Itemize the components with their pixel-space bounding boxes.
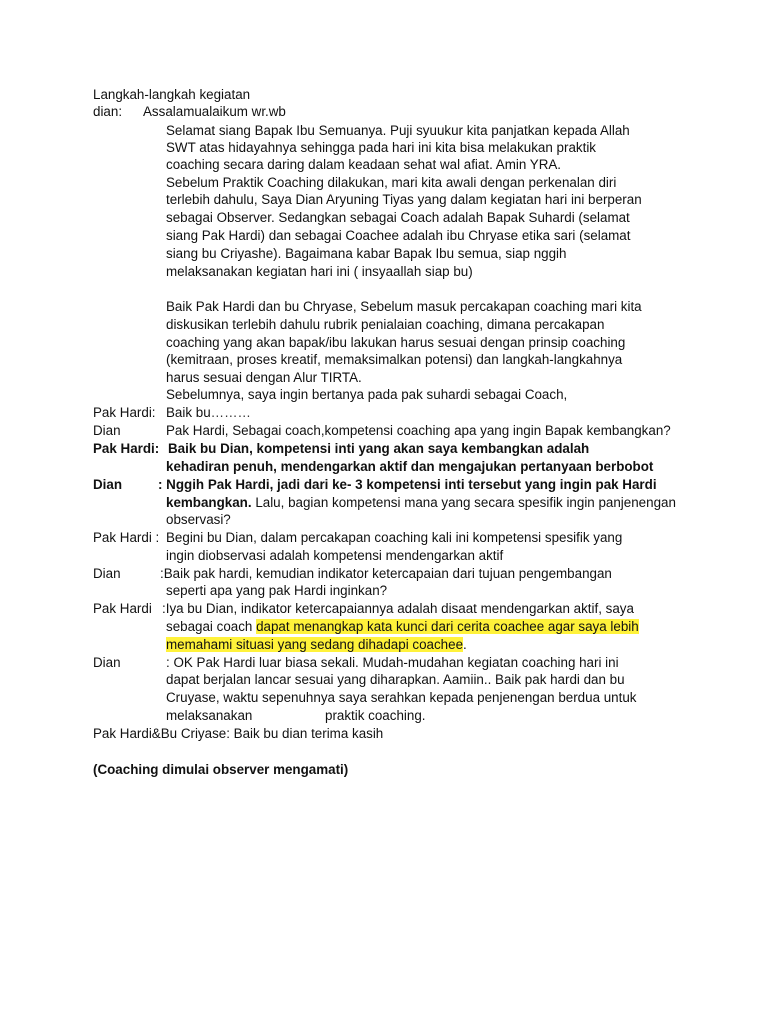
dialogue-question: :Baik pak hardi, kemudian indikator ketercapaian dari tujuan pengembangan: [160, 566, 612, 581]
para2-line: (kemitraan, proses kreatif, memaksimalkan potensi) dan langkah-langkahnya: [166, 352, 623, 367]
para1-line: Selamat siang Bapak Ibu Semuanya. Puji syuukur kita panjatkan kepada Allah: [166, 123, 630, 138]
para1-line: siang bu Criyashe). Bagaimana kabar Bapak Ibu semua, siap nggih: [166, 246, 567, 261]
dialogue-question: Pak Hardi, Sebagai coach,kompetensi coaching apa yang ingin Bapak kembangkan?: [166, 423, 671, 438]
highlighted-text: dapat menangkap kata kunci dari cerita coachee agar saya lebih: [256, 619, 639, 634]
speaker-dian: Dian: [93, 655, 121, 670]
highlighted-text: memahami situasi yang sedang dihadapi coachee: [166, 637, 464, 652]
dialogue-reply: [166, 404, 251, 421]
dialogue-answer: [166, 618, 639, 635]
dialogue-closing: : OK Pak Hardi luar biasa sekali. Mudah-mudahan kegiatan coaching hari ini: [166, 655, 619, 670]
dialogue-closing: Cruyase, waktu sepenuhnya saya serahkan kepada penjenengan berdua untuk: [166, 690, 637, 705]
dialogue-answer: Begini bu Dian, dalam percakapan coaching kali ini kompetensi spesifik yang: [166, 530, 623, 545]
dialogue-closing: praktik coaching.: [325, 708, 426, 723]
speaker-pak-hardi: Pak Hardi :: [93, 530, 160, 545]
dialogue-answer: :Iya bu Dian, indikator ketercapaiannya adalah disaat mendengarkan aktif, saya: [162, 601, 634, 616]
bold-text: kembangkan.: [166, 495, 252, 510]
para1-line: siang Pak Hardi) dan sebagai Coachee adalah ibu Chryase etika sari (selamat: [166, 228, 631, 243]
speaker-dian: Dian: [93, 566, 121, 581]
dialogue-answer: ingin diobservasi adalah kompetensi mendengarkan aktif: [166, 548, 504, 563]
dialogue-closing: dapat berjalan lancar sesuai yang diharapkan. Aamiin.. Baik pak hardi dan bu: [166, 672, 625, 687]
plain-text: .: [463, 637, 467, 652]
dialogue-question: observasi?: [166, 512, 231, 527]
speaker-pak-hardi: Pak Hardi:: [93, 405, 156, 420]
para2-line: coaching yang akan bapak/ibu lakukan harus sesuai dengan prinsip coaching: [166, 335, 626, 350]
para1-line: sebagai Observer. Sedangkan sebagai Coach adalah Bapak Suhardi (selamat: [166, 210, 630, 225]
speaker-pak-hardi: Pak Hardi: [93, 601, 152, 616]
para1-line: coaching secara daring dalam keadaan sehat wal afiat. Amin YRA.: [166, 157, 562, 172]
speaker-dian: dian:: [93, 104, 123, 119]
para1-line: Sebelum Praktik Coaching dilakukan, mari kita awali dengan perkenalan diri: [166, 175, 617, 190]
dialogue-answer: kehadiran penuh, mendengarkan aktif dan mengajukan pertanyaan berbobot: [166, 459, 654, 474]
dialogue-answer: [166, 636, 467, 653]
doc-title: Langkah-langkah kegiatan: [93, 87, 251, 102]
plain-text: Lalu, bagian kompetensi mana yang secara spesifik ingin panjenengan: [251, 495, 676, 510]
joint-reply: Pak Hardi&Bu Criyase: Baik bu dian terima kasih: [93, 726, 384, 741]
para1-line: SWT atas hidayahnya sehingga pada hari ini kita bisa melakukan praktik: [166, 140, 596, 155]
speaker-dian: Dian: [93, 477, 123, 492]
para2-line: harus sesuai dengan Alur TIRTA.: [166, 370, 362, 385]
para1-line: terlebih dahulu, Saya Dian Aryuning Tiyas yang dalam kegiatan hari ini berperan: [166, 192, 642, 207]
dialogue-question: [166, 494, 676, 511]
para2-line: Sebelumnya, saya ingin bertanya pada pak suhardi sebagai Coach,: [166, 387, 568, 402]
dialogue-question: seperti apa yang pak Hardi inginkan?: [166, 583, 388, 598]
ellipsis: ………: [210, 405, 251, 420]
dialogue-question: : Nggih Pak Hardi, jadi dari ke- 3 kompetensi inti tersebut yang ingin pak Hardi: [158, 477, 657, 492]
speaker-pak-hardi: Pak Hardi:: [93, 441, 160, 456]
plain-text: sebagai coach: [166, 619, 257, 634]
dialogue-closing: melaksanakan: [166, 708, 253, 723]
dialogue-answer: Baik bu Dian, kompetensi inti yang akan saya kembangkan adalah: [168, 441, 590, 456]
reply-text: Baik bu: [166, 405, 211, 420]
speaker-dian: Dian: [93, 423, 121, 438]
para2-line: diskusikan terlebih dahulu rubrik penialaian coaching, dimana percakapan: [166, 317, 605, 332]
para1-line: melaksanakan kegiatan hari ini ( insyaallah siap bu): [166, 264, 473, 279]
closing-note: (Coaching dimulai observer mengamati): [93, 762, 349, 777]
greeting: Assalamualaikum wr.wb: [143, 104, 286, 119]
para2-line: Baik Pak Hardi dan bu Chryase, Sebelum masuk percakapan coaching mari kita: [166, 299, 642, 314]
